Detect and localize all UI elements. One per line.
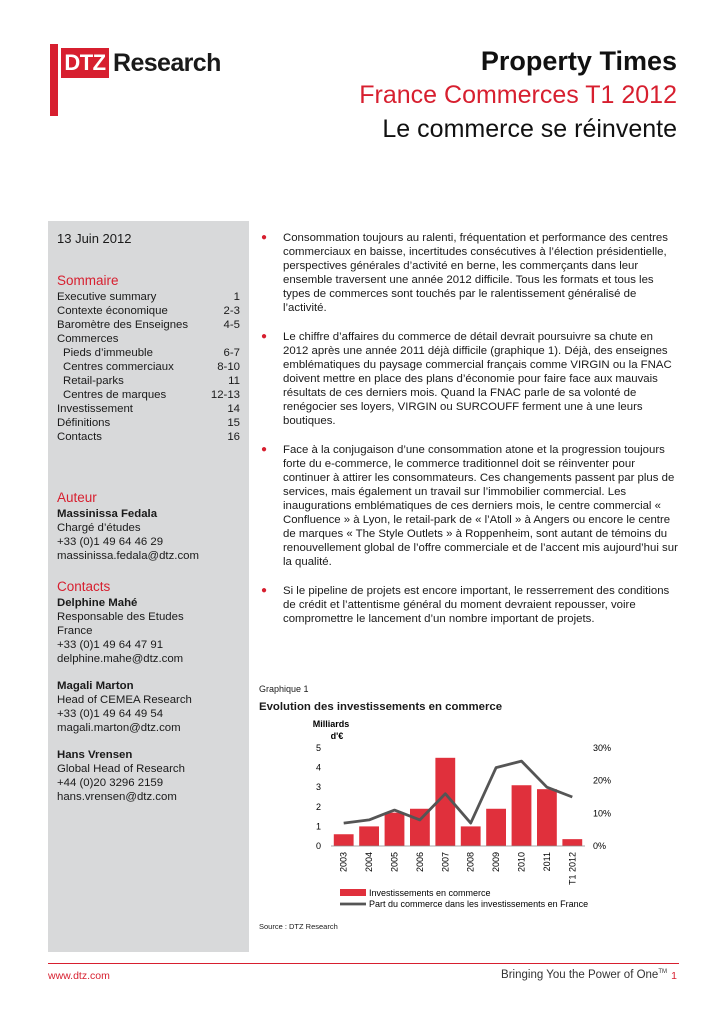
page-number: 1 [671,970,677,982]
contact-email[interactable]: magali.marton@dtz.com [57,722,181,734]
bullet-text: Le chiffre d’affaires du commerce de détail devrait poursuivre sa chute en 2012 après une année 2011 déjà difficile (graphique 1). Déjà, des enseignes emblématiques du paysage commercial français comme VIRGIN ou la FNAC doivent mettre en place des plans d’économie pour faire face aux mauvais résultats de ces derniers mois. Quand la FNAC parle de sa volonté de renégocier ses loyers, VIRGIN ou SURCOUFF ferment une à une leurs boutiques. [283,331,672,427]
chart-caption: Graphique 1 [259,684,309,694]
y-tick-label: 5 [315,743,321,753]
chart-title: Evolution des investissements en commerce [259,701,503,713]
bullet-paragraph [259,584,679,626]
toc-item-page: 1 [233,291,240,303]
toc-item-page: 8-10 [217,361,240,373]
toc-item-label: Commerces [57,333,119,345]
title-block [359,44,677,146]
x-tick-label: 2007 [440,852,451,873]
chart-bar [562,839,582,846]
toc-item-label: Baromètre des Enseignes [57,319,189,331]
auteur-heading: Auteur [57,490,97,505]
contact-block [57,596,240,666]
doc-title: Property Times [480,46,677,76]
contact-email[interactable]: delphine.mahe@dtz.com [57,653,184,665]
y-tick-label: 4 [315,762,321,773]
toc-item-label: Investissement [57,403,133,415]
sidebar [48,221,249,952]
contact-role: Head of CEMEA Research [57,694,192,706]
y2-tick-label: 10% [593,808,612,819]
toc-item-page: 6-7 [223,347,240,359]
chart-bar [334,834,354,846]
doc-subtitle: France Commerces T1 2012 [359,81,677,109]
doc-tagline: Le commerce se réinvente [382,115,677,143]
bullet-paragraph [259,330,679,428]
footer-divider [48,963,679,964]
footer-tagline-text: Bringing You the Power of One [501,969,659,981]
x-tick-label: 2009 [491,852,502,873]
contact-phone: +33 (0)1 49 64 47 91 [57,639,164,651]
chart-bar [537,789,557,846]
bullet-dot-icon: ● [261,331,268,342]
y-axis-label-line-1: Milliards [312,719,350,729]
toc-item-page: 16 [227,431,240,443]
x-tick-label: 2011 [541,852,552,872]
x-tick-label: 2003 [338,852,349,873]
y-tick-label: 1 [315,821,321,832]
toc-item[interactable] [57,416,240,430]
toc-item[interactable] [57,374,240,388]
contact-role: Responsable des Etudes [57,611,184,623]
y2-tick-label: 30% [593,743,612,753]
toc-item-label: Executive summary [57,291,157,303]
toc-item[interactable] [57,332,240,346]
main-content [259,231,679,641]
x-tick-label: 2010 [516,852,527,873]
bullet-text: Consommation toujours au ralenti, fréquentation et performance des centres commerciaux en baisse, incertitudes consécutives à l’élection présidentielle, perspectives générales d’activité en berne, les commerçants dans leur ensemble traversent une année 2012 difficile. Tous les formats et tous les types de commerces sont touchés par le ralentissement généralisé de l’activité. [283,232,668,314]
toc-item-page: 11 [228,375,240,387]
author-email[interactable]: massinissa.fedala@dtz.com [57,550,199,562]
logo-box: DTZ [61,48,109,78]
toc-item[interactable] [57,304,240,318]
contact-phone: +44 (0)20 3296 2159 [57,777,164,789]
toc-item-label: Centres commerciaux [63,361,174,373]
x-tick-label: 2008 [465,852,476,873]
toc-item-page: 15 [227,417,240,429]
y-axis-label-line-2: d'€ [330,731,344,741]
investment-chart [259,716,679,916]
toc-item-label: Centres de marques [63,389,167,401]
author-phone: +33 (0)1 49 64 46 29 [57,536,164,548]
chart-bar [512,785,532,846]
contact-name: Magali Marton [57,680,134,692]
toc-item[interactable] [57,318,240,332]
toc-item-page: 2-3 [223,305,240,317]
bullet-text: Si le pipeline de projets est encore important, le resserrement des conditions de crédit et l’attentisme général du moment devraient repousser, voire compromettre le lancement d’un nombre important de projets. [283,585,670,625]
x-tick-label: 2004 [364,852,375,873]
contacts-heading: Contacts [57,579,111,594]
bullet-dot-icon: ● [261,444,268,455]
sommaire-heading: Sommaire [57,273,119,288]
toc-item[interactable] [57,388,240,402]
contact-email[interactable]: hans.vrensen@dtz.com [57,791,177,803]
chart-bar [486,809,506,846]
contact-name: Delphine Mahé [57,597,138,609]
y-tick-label: 3 [315,782,321,793]
logo-red-bar [50,44,58,116]
legend-label: Part du commerce dans les investissements en France [369,899,589,909]
toc-item-label: Définitions [57,417,111,429]
logo-text: Research [113,49,221,77]
bullet-text: Face à la conjugaison d’une consommation atone et la progression toujours forte du e-commerce, le commerce traditionnel doit se réinventer pour continuer à attirer les consommateurs. Ces changements passent par plus de services, mais également un travail sur l’immobilier commercial. Les inaugurations emblématiques de ces derniers mois, le centre commercial « Confluence » à Lyon, le retail-park de « l’Atoll » à Angers ou encore le centre de marques « The Style Outlets » à Roppenheim, sont autant de témoins du renouvellement global de l’offre commerciale et de l’accent mis aujourd’hui sur la qualité. [283,444,678,568]
toc-item-page: 12-13 [210,389,240,401]
toc-item-label: Pieds d’immeuble [63,347,153,359]
toc-item[interactable] [57,290,240,304]
chart-bar [359,826,379,846]
author-role: Chargé d’études [57,522,141,534]
x-tick-label: 2006 [414,852,425,873]
chart-source: Source : DTZ Research [259,922,338,931]
table-of-contents [57,290,240,444]
contact-role: Global Head of Research [57,763,185,775]
footer-url[interactable]: www.dtz.com [48,970,110,982]
y-tick-label: 0 [315,841,321,851]
toc-item[interactable] [57,402,240,416]
toc-item-label: Contacts [57,431,102,443]
toc-item-page: 4-5 [223,319,240,331]
bullet-paragraph [259,231,679,315]
chart-bar [385,813,405,846]
y2-tick-label: 0% [593,841,607,851]
toc-item-label: Retail-parks [63,375,124,387]
legend-label: Investissements en commerce [369,888,491,898]
toc-item-page: 14 [227,403,240,415]
publication-date: 13 Juin 2012 [57,231,132,246]
contact-phone: +33 (0)1 49 64 49 54 [57,708,164,720]
chart-bar [461,826,481,846]
footer-tagline [501,969,667,981]
legend-swatch-bar [340,889,366,896]
toc-item[interactable] [57,360,240,374]
contact-role-2: France [57,625,93,637]
y-tick-label: 2 [315,801,321,812]
bullet-dot-icon: ● [261,585,268,596]
bullet-dot-icon: ● [261,232,268,243]
contact-block [57,679,240,735]
author-block [57,507,240,563]
toc-item[interactable] [57,430,240,444]
contact-name: Hans Vrensen [57,749,133,761]
x-tick-label: T1 2012 [567,852,578,886]
x-tick-label: 2005 [389,852,400,873]
toc-item[interactable] [57,346,240,360]
bullet-paragraph [259,443,679,569]
y2-tick-label: 20% [593,775,612,786]
trademark: TM [658,969,667,976]
toc-item-label: Contexte économique [57,305,168,317]
contact-block [57,748,240,804]
author-name: Massinissa Fedala [57,508,158,520]
